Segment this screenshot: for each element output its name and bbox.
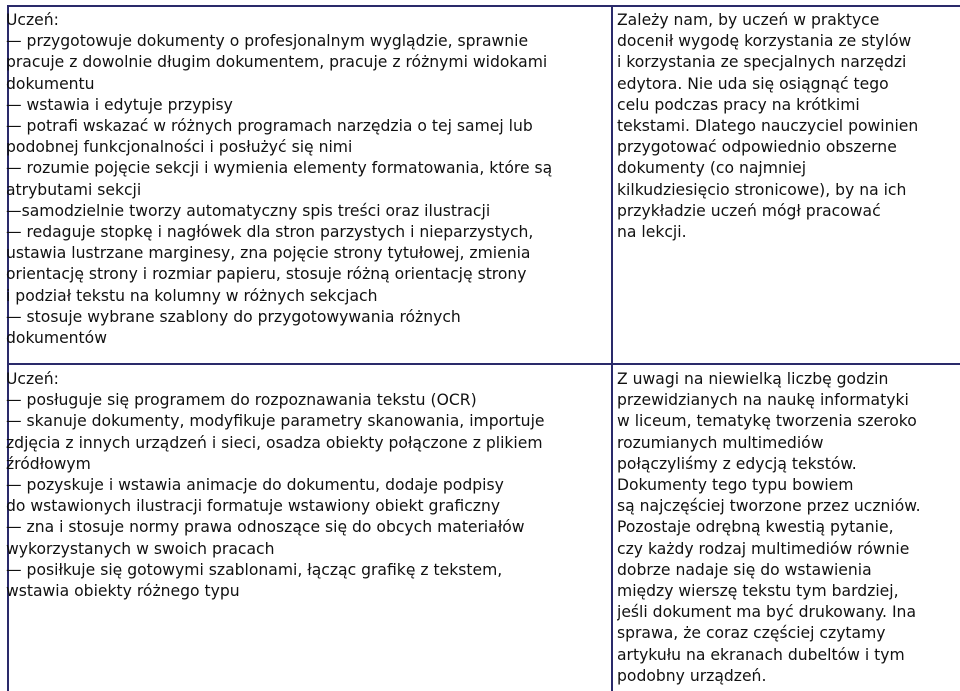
text-line: — skanuje dokumenty, modyfikuje parametry skanowania, importuje bbox=[6, 412, 545, 431]
text-line: jeśli dokument ma być drukowany. Ina bbox=[617, 603, 916, 622]
text-line: dokumentów bbox=[6, 329, 107, 348]
text-line: — rozumie pojęcie sekcji i wymienia elementy formatowania, które są bbox=[6, 159, 553, 178]
text-line: — potrafi wskazać w różnych programach narzędzia o tej samej lub bbox=[6, 117, 533, 136]
text-line: przykładzie uczeń mógł pracować bbox=[617, 201, 881, 220]
text-line: podobnej funkcjonalności i posłużyć się nimi bbox=[6, 138, 353, 157]
row1-left-cell bbox=[6, 10, 604, 360]
text-line: orientację strony i rozmiar papieru, stosuje różną orientację strony bbox=[6, 265, 527, 284]
text-line: — posiłkuje się gotowymi szablonami, łącząc grafikę z tekstem, bbox=[6, 560, 503, 579]
text-line: kilkudziesięcio stronicowe), by na ich bbox=[617, 180, 907, 199]
text-line: przygotować odpowiednio obszerne bbox=[617, 138, 897, 157]
text-line: i podział tekstu na kolumny w różnych sekcjach bbox=[6, 286, 378, 305]
text-line: —samodzielnie tworzy automatyczny spis treści oraz ilustracji bbox=[6, 201, 491, 220]
row2-left-cell bbox=[6, 369, 604, 689]
text-line: Uczeń: bbox=[6, 11, 59, 29]
text-line: wykorzystanych w swoich pracach bbox=[6, 539, 275, 558]
text-line: zdjęcia z innych urządzeń i sieci, osadza obiekty połączone z plikiem bbox=[6, 433, 543, 452]
column-divider bbox=[611, 5, 613, 691]
text-line: pracuje z dowolnie długim dokumentem, pracuje z różnymi widokami bbox=[6, 53, 548, 72]
text-line: Uczeń: bbox=[6, 370, 59, 388]
text-line: sprawa, że coraz częściej czytamy bbox=[617, 624, 886, 643]
text-line: — stosuje wybrane szablony do przygotowywania różnych bbox=[6, 307, 461, 326]
text-line: Z uwagi na niewielką liczbę godzin bbox=[617, 370, 889, 388]
text-line: źródłowym bbox=[6, 454, 91, 473]
text-line: — redaguje stopkę i nagłówek dla stron parzystych i nieparzystych, bbox=[6, 223, 534, 242]
row-divider bbox=[7, 363, 960, 365]
text-line: celu podczas pracy na krótkimi bbox=[617, 95, 860, 114]
row2-right-cell bbox=[617, 369, 960, 688]
text-line: podobny urządzeń. bbox=[617, 666, 767, 685]
text-line: do wstawionych ilustracji formatuje wstawiony obiekt graficzny bbox=[6, 497, 501, 516]
text-line: dokumentu bbox=[6, 74, 95, 93]
text-line: Zależy nam, by uczeń w praktyce bbox=[617, 11, 880, 29]
text-line: — zna i stosuje normy prawa odnoszące się do obcych materiałów bbox=[6, 518, 525, 537]
text-line: Pozostaje odrębną kwestią pytanie, bbox=[617, 518, 894, 537]
text-line: w liceum, tematykę tworzenia szeroko bbox=[617, 412, 917, 431]
text-line: ustawia lustrzane marginesy, zna pojęcie strony tytułowej, zmienia bbox=[6, 244, 531, 263]
row1-right-cell bbox=[617, 10, 960, 360]
text-line: — pozyskuje i wstawia animacje do dokumentu, dodaje podpisy bbox=[6, 476, 504, 495]
text-line: są najczęściej tworzone przez uczniów. bbox=[617, 497, 921, 516]
text-line: edytora. Nie uda się osiągnąć tego bbox=[617, 74, 889, 93]
text-line: przewidzianych na naukę informatyki bbox=[617, 391, 909, 410]
text-line: i korzystania ze specjalnych narzędzi bbox=[617, 53, 907, 72]
text-line: wstawia obiekty różnego typu bbox=[6, 582, 240, 601]
text-line: tekstami. Dlatego nauczyciel powinien bbox=[617, 117, 919, 136]
text-line: docenił wygodę korzystania ze stylów bbox=[617, 32, 912, 51]
text-line: — wstawia i edytuje przypisy bbox=[6, 95, 233, 114]
text-line: na lekcji. bbox=[617, 223, 687, 242]
text-line: połączyliśmy z edycją tekstów. bbox=[617, 454, 857, 473]
text-line: rozumianych multimediów bbox=[617, 433, 824, 452]
table-top-border bbox=[7, 5, 960, 7]
text-line: między wierszę tekstu tym bardziej, bbox=[617, 582, 899, 601]
text-line: Dokumenty tego typu bowiem bbox=[617, 476, 854, 495]
text-line: artykułu na ekranach dubeltów i tym bbox=[617, 645, 905, 664]
text-line: dobrze nadaje się do wstawienia bbox=[617, 560, 872, 579]
text-line: czy każdy rodzaj multimediów równie bbox=[617, 539, 910, 558]
text-line: dokumenty (co najmniej bbox=[617, 159, 807, 178]
text-line: — posługuje się programem do rozpoznawania tekstu (OCR) bbox=[6, 391, 477, 410]
text-line: — przygotowuje dokumenty o profesjonalnym wyglądzie, sprawnie bbox=[6, 32, 529, 51]
text-line: atrybutami sekcji bbox=[6, 180, 142, 199]
